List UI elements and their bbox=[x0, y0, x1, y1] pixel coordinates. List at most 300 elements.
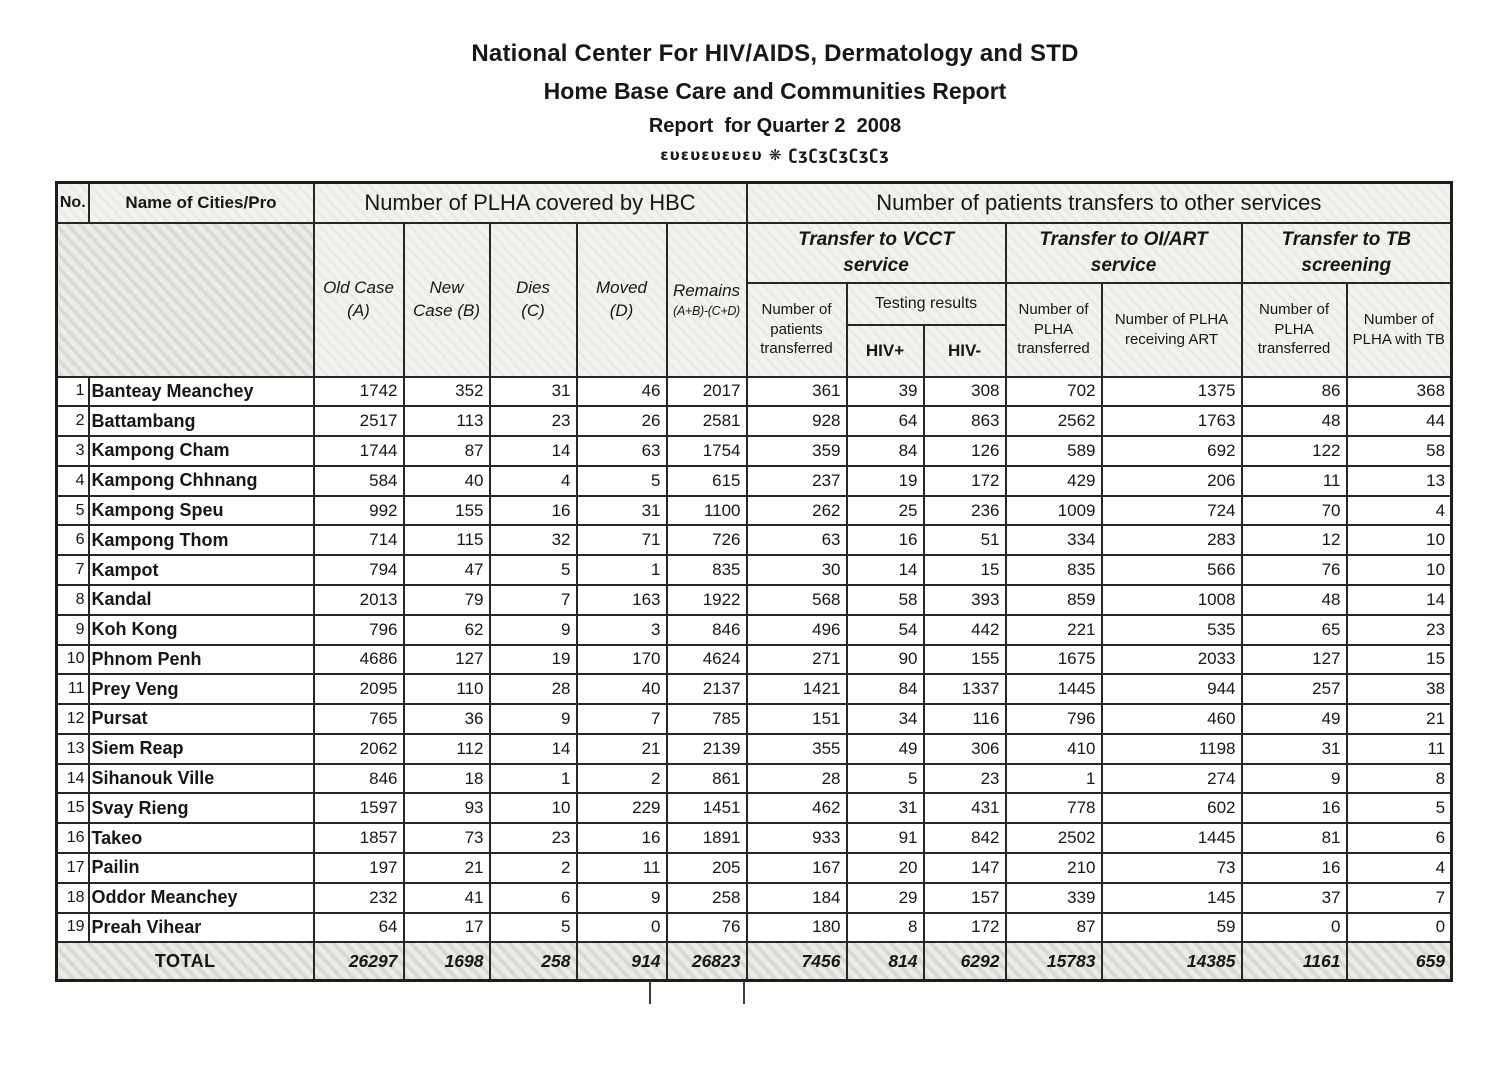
cell-value: 1 bbox=[1006, 764, 1102, 794]
cell-value: 0 bbox=[1242, 913, 1347, 943]
cell-value: 274 bbox=[1102, 764, 1242, 794]
cell-value: 221 bbox=[1006, 615, 1102, 645]
report-quarter-title: Report for Quarter 2 2008 bbox=[648, 115, 902, 137]
total-value: 814 bbox=[847, 942, 924, 980]
cell-value: 861 bbox=[667, 764, 747, 794]
cell-value: 184 bbox=[747, 883, 847, 913]
oiart-transferred-header: Number of PLHA transferred bbox=[1006, 283, 1102, 377]
cell-value: 110 bbox=[404, 674, 490, 704]
cell-value: 535 bbox=[1102, 615, 1242, 645]
province-name: Kampong Cham bbox=[89, 436, 314, 466]
cell-value: 2139 bbox=[667, 734, 747, 764]
cell-value: 1008 bbox=[1102, 585, 1242, 615]
cell-value: 16 bbox=[577, 823, 667, 853]
cell-value: 11 bbox=[1242, 466, 1347, 496]
report-org-title: National Center For HIV/AIDS, Dermatology and STD bbox=[471, 40, 1079, 67]
vcct-group-line1: Transfer to VCCT bbox=[798, 228, 954, 250]
total-value: 659 bbox=[1347, 942, 1452, 980]
row-number: 2 bbox=[57, 406, 89, 436]
vcct-group-header bbox=[747, 223, 1006, 283]
hiv-negative-header: HIV- bbox=[924, 325, 1006, 377]
province-name: Banteay Meanchey bbox=[89, 377, 314, 407]
remains-formula: (A+B)-(C+D) bbox=[673, 303, 740, 318]
row-number: 5 bbox=[57, 496, 89, 526]
cell-value: 147 bbox=[924, 853, 1006, 883]
cell-value: 615 bbox=[667, 466, 747, 496]
oiart-group-line2: service bbox=[1090, 254, 1157, 276]
cell-value: 724 bbox=[1102, 496, 1242, 526]
cell-value: 16 bbox=[1242, 793, 1347, 823]
cell-value: 41 bbox=[404, 883, 490, 913]
province-name: Pailin bbox=[89, 853, 314, 883]
cell-value: 29 bbox=[847, 883, 924, 913]
cell-value: 113 bbox=[404, 406, 490, 436]
report-table bbox=[55, 181, 1453, 982]
cell-value: 10 bbox=[490, 793, 577, 823]
cell-value: 31 bbox=[577, 496, 667, 526]
cell-value: 116 bbox=[924, 704, 1006, 734]
cell-value: 0 bbox=[1347, 913, 1452, 943]
row-number: 15 bbox=[57, 793, 89, 823]
cell-value: 257 bbox=[1242, 674, 1347, 704]
cell-value: 2062 bbox=[314, 734, 404, 764]
cell-value: 0 bbox=[577, 913, 667, 943]
cell-value: 17 bbox=[404, 913, 490, 943]
cell-value: 30 bbox=[747, 555, 847, 585]
cell-value: 339 bbox=[1006, 883, 1102, 913]
cell-value: 566 bbox=[1102, 555, 1242, 585]
cell-value: 197 bbox=[314, 853, 404, 883]
province-name: Oddor Meanchey bbox=[89, 883, 314, 913]
cell-value: 4 bbox=[490, 466, 577, 496]
header-row-subgroups bbox=[57, 223, 1452, 283]
cell-value: 1445 bbox=[1102, 823, 1242, 853]
cell-value: 44 bbox=[1347, 406, 1452, 436]
new-case-code: Case (B) bbox=[412, 300, 481, 320]
cell-value: 15 bbox=[924, 555, 1006, 585]
old-case-header bbox=[314, 223, 404, 377]
cell-value: 308 bbox=[924, 377, 1006, 407]
cell-value: 846 bbox=[667, 615, 747, 645]
cell-value: 692 bbox=[1102, 436, 1242, 466]
province-name: Kampong Chhnang bbox=[89, 466, 314, 496]
cell-value: 49 bbox=[847, 734, 924, 764]
cell-value: 170 bbox=[577, 645, 667, 675]
province-name: Takeo bbox=[89, 823, 314, 853]
cell-value: 157 bbox=[924, 883, 1006, 913]
cell-value: 87 bbox=[404, 436, 490, 466]
cell-value: 18 bbox=[404, 764, 490, 794]
cell-value: 568 bbox=[747, 585, 847, 615]
province-name: Sihanouk Ville bbox=[89, 764, 314, 794]
cell-value: 48 bbox=[1242, 406, 1347, 436]
cell-value: 8 bbox=[847, 913, 924, 943]
cell-value: 431 bbox=[924, 793, 1006, 823]
table-row bbox=[57, 674, 1452, 704]
cell-value: 127 bbox=[1242, 645, 1347, 675]
table-row bbox=[57, 704, 1452, 734]
cell-value: 172 bbox=[924, 913, 1006, 943]
cell-value: 40 bbox=[577, 674, 667, 704]
oiart-group-header bbox=[1006, 223, 1242, 283]
row-number: 13 bbox=[57, 734, 89, 764]
cell-value: 5 bbox=[490, 555, 577, 585]
cell-value: 40 bbox=[404, 466, 490, 496]
header-row-groups bbox=[57, 183, 1452, 223]
cell-value: 7 bbox=[1347, 883, 1452, 913]
cell-value: 46 bbox=[577, 377, 667, 407]
cell-value: 76 bbox=[667, 913, 747, 943]
cell-value: 9 bbox=[577, 883, 667, 913]
cell-value: 31 bbox=[847, 793, 924, 823]
cell-value: 944 bbox=[1102, 674, 1242, 704]
cell-value: 26 bbox=[577, 406, 667, 436]
cell-value: 2137 bbox=[667, 674, 747, 704]
cell-value: 73 bbox=[404, 823, 490, 853]
table-row bbox=[57, 525, 1452, 555]
cell-value: 9 bbox=[1242, 764, 1347, 794]
cell-value: 127 bbox=[404, 645, 490, 675]
cell-value: 23 bbox=[924, 764, 1006, 794]
cell-value: 842 bbox=[924, 823, 1006, 853]
cell-value: 1009 bbox=[1006, 496, 1102, 526]
total-value: 1161 bbox=[1242, 942, 1347, 980]
table-row bbox=[57, 793, 1452, 823]
cell-value: 19 bbox=[490, 645, 577, 675]
cell-value: 39 bbox=[847, 377, 924, 407]
cell-value: 785 bbox=[667, 704, 747, 734]
cell-value: 15 bbox=[1347, 645, 1452, 675]
cell-value: 48 bbox=[1242, 585, 1347, 615]
cell-value: 355 bbox=[747, 734, 847, 764]
cell-value: 14 bbox=[847, 555, 924, 585]
cell-value: 28 bbox=[747, 764, 847, 794]
total-value: 914 bbox=[577, 942, 667, 980]
cell-value: 1857 bbox=[314, 823, 404, 853]
cell-value: 846 bbox=[314, 764, 404, 794]
cell-value: 23 bbox=[490, 406, 577, 436]
total-label: TOTAL bbox=[57, 942, 314, 980]
cell-value: 71 bbox=[577, 525, 667, 555]
cell-value: 794 bbox=[314, 555, 404, 585]
cell-value: 1100 bbox=[667, 496, 747, 526]
cell-value: 172 bbox=[924, 466, 1006, 496]
table-row bbox=[57, 734, 1452, 764]
cell-value: 778 bbox=[1006, 793, 1102, 823]
cell-value: 334 bbox=[1006, 525, 1102, 555]
cell-value: 4686 bbox=[314, 645, 404, 675]
cell-value: 13 bbox=[1347, 466, 1452, 496]
cell-value: 2581 bbox=[667, 406, 747, 436]
cell-value: 10 bbox=[1347, 525, 1452, 555]
province-name: Preah Vihear bbox=[89, 913, 314, 943]
row-number: 12 bbox=[57, 704, 89, 734]
new-case-header bbox=[404, 223, 490, 377]
report-name-title: Home Base Care and Communities Report bbox=[543, 78, 1007, 104]
total-value: 1698 bbox=[404, 942, 490, 980]
cell-value: 14 bbox=[1347, 585, 1452, 615]
row-number: 11 bbox=[57, 674, 89, 704]
row-number: 14 bbox=[57, 764, 89, 794]
total-value: 26297 bbox=[314, 942, 404, 980]
old-case-code: (A) bbox=[347, 300, 370, 320]
row-number: 9 bbox=[57, 615, 89, 645]
cell-value: 1445 bbox=[1006, 674, 1102, 704]
cell-value: 32 bbox=[490, 525, 577, 555]
table-row bbox=[57, 853, 1452, 883]
cell-value: 9 bbox=[490, 615, 577, 645]
table-row bbox=[57, 406, 1452, 436]
cell-value: 87 bbox=[1006, 913, 1102, 943]
cell-value: 37 bbox=[1242, 883, 1347, 913]
province-name: Siem Reap bbox=[89, 734, 314, 764]
cell-value: 2033 bbox=[1102, 645, 1242, 675]
cell-value: 70 bbox=[1242, 496, 1347, 526]
cell-value: 2095 bbox=[314, 674, 404, 704]
cell-value: 863 bbox=[924, 406, 1006, 436]
cell-value: 59 bbox=[1102, 913, 1242, 943]
cell-value: 84 bbox=[847, 436, 924, 466]
cell-value: 16 bbox=[490, 496, 577, 526]
new-case-label: New bbox=[429, 277, 464, 297]
cell-value: 34 bbox=[847, 704, 924, 734]
remains-header bbox=[667, 223, 747, 377]
row-number: 7 bbox=[57, 555, 89, 585]
province-name: Battambang bbox=[89, 406, 314, 436]
row-number: 3 bbox=[57, 436, 89, 466]
tb-group-line2: screening bbox=[1301, 254, 1392, 276]
cell-value: 62 bbox=[404, 615, 490, 645]
province-name: Svay Rieng bbox=[89, 793, 314, 823]
cell-value: 28 bbox=[490, 674, 577, 704]
cell-value: 1 bbox=[490, 764, 577, 794]
cell-value: 38 bbox=[1347, 674, 1452, 704]
cell-value: 460 bbox=[1102, 704, 1242, 734]
cell-value: 23 bbox=[1347, 615, 1452, 645]
cell-value: 5 bbox=[490, 913, 577, 943]
cell-value: 122 bbox=[1242, 436, 1347, 466]
table-row bbox=[57, 377, 1452, 407]
cell-value: 442 bbox=[924, 615, 1006, 645]
cell-value: 76 bbox=[1242, 555, 1347, 585]
cell-value: 64 bbox=[847, 406, 924, 436]
cell-value: 25 bbox=[847, 496, 924, 526]
cell-value: 584 bbox=[314, 466, 404, 496]
cell-value: 1375 bbox=[1102, 377, 1242, 407]
cell-value: 93 bbox=[404, 793, 490, 823]
cell-value: 796 bbox=[1006, 704, 1102, 734]
cell-value: 1597 bbox=[314, 793, 404, 823]
cell-value: 702 bbox=[1006, 377, 1102, 407]
vcct-group-line2: service bbox=[843, 254, 909, 276]
province-name: Pursat bbox=[89, 704, 314, 734]
cell-value: 81 bbox=[1242, 823, 1347, 853]
tb-group-line1: Transfer to TB bbox=[1281, 228, 1412, 250]
cell-value: 51 bbox=[924, 525, 1006, 555]
cell-value: 210 bbox=[1006, 853, 1102, 883]
dies-label: Dies bbox=[515, 277, 550, 297]
cell-value: 10 bbox=[1347, 555, 1452, 585]
cell-value: 1891 bbox=[667, 823, 747, 853]
cell-value: 112 bbox=[404, 734, 490, 764]
table-row bbox=[57, 555, 1452, 585]
cell-value: 145 bbox=[1102, 883, 1242, 913]
cell-value: 1451 bbox=[667, 793, 747, 823]
cell-value: 2017 bbox=[667, 377, 747, 407]
cell-value: 16 bbox=[1242, 853, 1347, 883]
total-value: 14385 bbox=[1102, 942, 1242, 980]
cell-value: 64 bbox=[314, 913, 404, 943]
cell-value: 1337 bbox=[924, 674, 1006, 704]
table-row bbox=[57, 615, 1452, 645]
table-row bbox=[57, 585, 1452, 615]
table-row bbox=[57, 913, 1452, 943]
cell-value: 9 bbox=[490, 704, 577, 734]
cell-value: 126 bbox=[924, 436, 1006, 466]
cell-value: 726 bbox=[667, 525, 747, 555]
cell-value: 79 bbox=[404, 585, 490, 615]
cell-value: 31 bbox=[1242, 734, 1347, 764]
cell-value: 14 bbox=[490, 436, 577, 466]
oiart-group-line1: Transfer to OI/ART bbox=[1039, 228, 1208, 250]
cell-value: 237 bbox=[747, 466, 847, 496]
cell-value: 359 bbox=[747, 436, 847, 466]
cell-value: 205 bbox=[667, 853, 747, 883]
cell-value: 206 bbox=[1102, 466, 1242, 496]
cell-value: 835 bbox=[667, 555, 747, 585]
hiv-positive-header: HIV+ bbox=[847, 325, 924, 377]
cell-value: 11 bbox=[577, 853, 667, 883]
dies-header bbox=[490, 223, 577, 377]
cell-value: 229 bbox=[577, 793, 667, 823]
table-body bbox=[57, 377, 1452, 943]
cell-value: 1198 bbox=[1102, 734, 1242, 764]
province-name: Phnom Penh bbox=[89, 645, 314, 675]
row-number: 16 bbox=[57, 823, 89, 853]
cell-value: 21 bbox=[404, 853, 490, 883]
cell-value: 8 bbox=[1347, 764, 1452, 794]
no-header: No. bbox=[57, 183, 89, 223]
plha-group-header: Number of PLHA covered by HBC bbox=[314, 183, 747, 223]
cell-value: 115 bbox=[404, 525, 490, 555]
cell-value: 58 bbox=[1347, 436, 1452, 466]
cell-value: 1 bbox=[577, 555, 667, 585]
cell-value: 236 bbox=[924, 496, 1006, 526]
row-number: 18 bbox=[57, 883, 89, 913]
total-value: 7456 bbox=[747, 942, 847, 980]
cell-value: 361 bbox=[747, 377, 847, 407]
cell-value: 992 bbox=[314, 496, 404, 526]
cell-value: 6 bbox=[490, 883, 577, 913]
cell-value: 462 bbox=[747, 793, 847, 823]
total-value: 258 bbox=[490, 942, 577, 980]
table-row bbox=[57, 466, 1452, 496]
blank-header-cell bbox=[57, 223, 314, 377]
cell-value: 410 bbox=[1006, 734, 1102, 764]
province-name: Kampong Thom bbox=[89, 525, 314, 555]
cell-value: 1744 bbox=[314, 436, 404, 466]
row-number: 6 bbox=[57, 525, 89, 555]
cell-value: 2517 bbox=[314, 406, 404, 436]
cell-value: 16 bbox=[847, 525, 924, 555]
dies-code: (C) bbox=[521, 300, 545, 320]
cell-value: 155 bbox=[924, 645, 1006, 675]
cell-value: 12 bbox=[1242, 525, 1347, 555]
cell-value: 90 bbox=[847, 645, 924, 675]
cell-value: 306 bbox=[924, 734, 1006, 764]
cell-value: 19 bbox=[847, 466, 924, 496]
cell-value: 86 bbox=[1242, 377, 1347, 407]
row-number: 1 bbox=[57, 377, 89, 407]
cell-value: 3 bbox=[577, 615, 667, 645]
cell-value: 2013 bbox=[314, 585, 404, 615]
cell-value: 1922 bbox=[667, 585, 747, 615]
cell-value: 4624 bbox=[667, 645, 747, 675]
cell-value: 14 bbox=[490, 734, 577, 764]
province-name: Prey Veng bbox=[89, 674, 314, 704]
moved-label: Moved bbox=[595, 277, 648, 297]
cell-value: 368 bbox=[1347, 377, 1452, 407]
tb-transferred-header: Number of PLHA transferred bbox=[1242, 283, 1347, 377]
cell-value: 859 bbox=[1006, 585, 1102, 615]
row-number: 8 bbox=[57, 585, 89, 615]
testing-results-header: Testing results bbox=[847, 283, 1006, 325]
cell-value: 1763 bbox=[1102, 406, 1242, 436]
moved-header bbox=[577, 223, 667, 377]
cell-value: 63 bbox=[747, 525, 847, 555]
cell-value: 835 bbox=[1006, 555, 1102, 585]
cell-value: 602 bbox=[1102, 793, 1242, 823]
cell-value: 5 bbox=[1347, 793, 1452, 823]
province-name: Kampot bbox=[89, 555, 314, 585]
cell-value: 31 bbox=[490, 377, 577, 407]
cell-value: 1675 bbox=[1006, 645, 1102, 675]
cell-value: 2 bbox=[490, 853, 577, 883]
cell-value: 63 bbox=[577, 436, 667, 466]
scan-artifact-line bbox=[743, 981, 745, 1004]
name-header: Name of Cities/Pro bbox=[89, 183, 314, 223]
cell-value: 1742 bbox=[314, 377, 404, 407]
cell-value: 65 bbox=[1242, 615, 1347, 645]
table-row bbox=[57, 436, 1452, 466]
moved-code: (D) bbox=[609, 300, 634, 320]
cell-value: 283 bbox=[1102, 525, 1242, 555]
row-number: 17 bbox=[57, 853, 89, 883]
cell-value: 714 bbox=[314, 525, 404, 555]
cell-value: 7 bbox=[577, 704, 667, 734]
cell-value: 11 bbox=[1347, 734, 1452, 764]
cell-value: 2562 bbox=[1006, 406, 1102, 436]
remains-label: Remains bbox=[672, 280, 741, 300]
cell-value: 5 bbox=[577, 466, 667, 496]
cell-value: 258 bbox=[667, 883, 747, 913]
row-number: 4 bbox=[57, 466, 89, 496]
cell-value: 933 bbox=[747, 823, 847, 853]
old-case-label: Old Case bbox=[323, 277, 394, 297]
cell-value: 5 bbox=[847, 764, 924, 794]
tb-with-tb-header: Number of PLHA with TB bbox=[1347, 283, 1452, 377]
cell-value: 163 bbox=[577, 585, 667, 615]
cell-value: 6 bbox=[1347, 823, 1452, 853]
total-row bbox=[57, 942, 1452, 980]
cell-value: 2 bbox=[577, 764, 667, 794]
table-row bbox=[57, 645, 1452, 675]
cell-value: 262 bbox=[747, 496, 847, 526]
cell-value: 23 bbox=[490, 823, 577, 853]
cell-value: 49 bbox=[1242, 704, 1347, 734]
cell-value: 151 bbox=[747, 704, 847, 734]
cell-value: 429 bbox=[1006, 466, 1102, 496]
